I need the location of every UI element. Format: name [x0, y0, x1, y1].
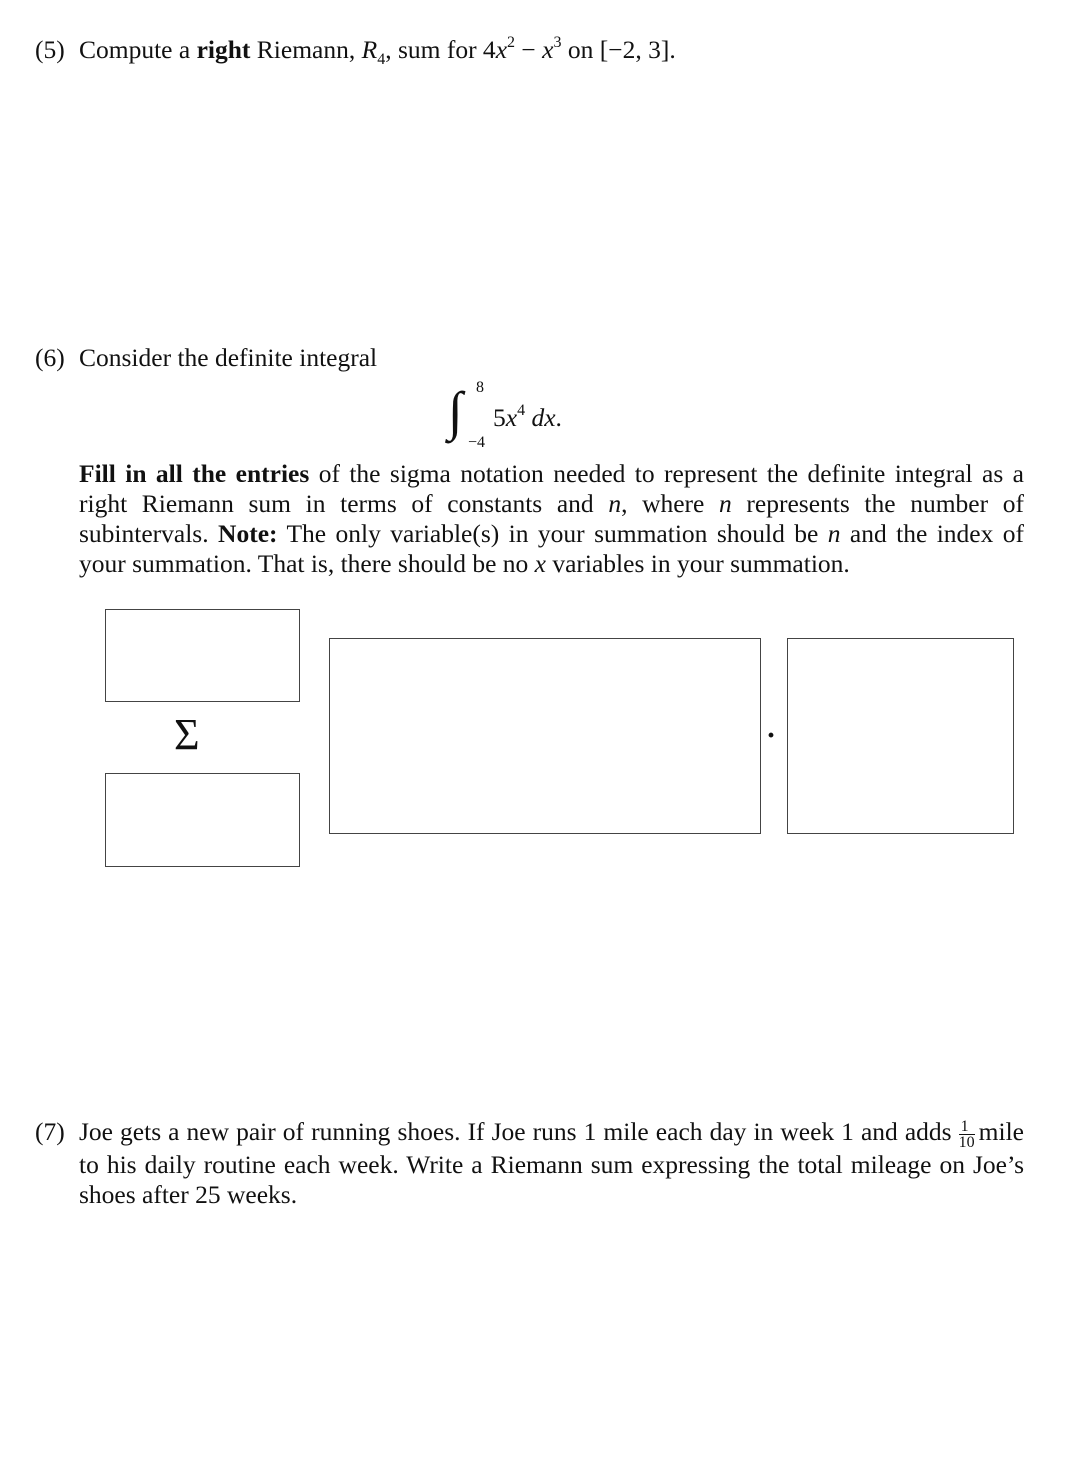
problem-6-instructions [79, 459, 1024, 579]
riemann-subscript: 4 [377, 51, 386, 69]
var-x-3: x [534, 549, 546, 578]
problem-7-line1: Joe gets a new pair of running shoes. If Joe runs 1 mile each day in week 1 and adds [79, 1117, 952, 1146]
note-text-3: variables in your summation. [552, 549, 850, 578]
problem-5-text-a: Compute a [79, 35, 191, 64]
sigma-symbol: Σ [174, 710, 200, 759]
exponent-3: 3 [553, 33, 562, 51]
instruction-bold: Fill in all the entries [79, 459, 310, 488]
note-text-2: and the index of your summation. That is, there should be no [79, 519, 1025, 578]
problem-7-number: (7) [35, 1117, 65, 1146]
instruction-text-3: represents the number of subintervals. [79, 489, 1024, 548]
integral-upper-limit: 8 [476, 379, 484, 396]
problem-7-text [79, 1117, 1024, 1210]
problem-5 [35, 33, 676, 69]
note-text-1: The only variable(s) in your summation should be [286, 519, 819, 548]
summand-box[interactable] [329, 638, 761, 834]
integral-display [448, 380, 588, 452]
problem-5-text-b: Riemann, [256, 35, 356, 64]
instruction-text-1: of the sigma notation needed to represent the definite integral as a right Riemann sum in terms of constants and [79, 459, 1024, 518]
var-n-3: n [827, 519, 841, 548]
problem-5-bold-right: right [196, 35, 251, 64]
instruction-text-2: , where [621, 489, 705, 518]
integral-sign: ∫ [448, 381, 463, 441]
var-x-2: x [542, 35, 554, 64]
integrand-var: x [505, 403, 518, 432]
upper-limit-box[interactable] [105, 609, 300, 702]
multiply-dot: · [766, 719, 777, 752]
fraction-denominator: 10 [958, 1133, 975, 1151]
problem-5-text-c: , sum for 4 [385, 35, 496, 64]
fraction-one-tenth [959, 1119, 975, 1150]
integrand-power: 4 [517, 401, 526, 419]
var-n-2: n [719, 489, 732, 518]
problem-6-number: (6) [35, 343, 65, 372]
fraction-numerator: 1 [959, 1119, 975, 1135]
integrand-period: . [555, 403, 562, 432]
minus-sign: − [521, 35, 536, 64]
riemann-symbol: R [361, 35, 378, 64]
problem-5-interval: on [−2, 3]. [567, 35, 676, 64]
var-x-1: x [495, 35, 508, 64]
lower-limit-box[interactable] [105, 773, 300, 867]
var-n-1: n [608, 489, 622, 518]
integrand-dx: dx [531, 403, 556, 432]
integrand-coef: 5 [493, 403, 506, 432]
note-bold: Note: [218, 519, 278, 548]
integral-lower-limit: −4 [468, 434, 486, 451]
problem-6-intro-text: Consider the definite integral [79, 343, 378, 372]
problem-5-number: (5) [35, 35, 65, 64]
problem-6-intro [35, 343, 377, 373]
exponent-2: 2 [507, 33, 516, 51]
integrand [493, 403, 562, 433]
problem-7-line2: mile to his daily routine each week. Write a Riemann sum expressing the total mileage on Joe’s shoes after 25 weeks. [79, 1117, 1024, 1209]
delta-x-box[interactable] [787, 638, 1014, 834]
